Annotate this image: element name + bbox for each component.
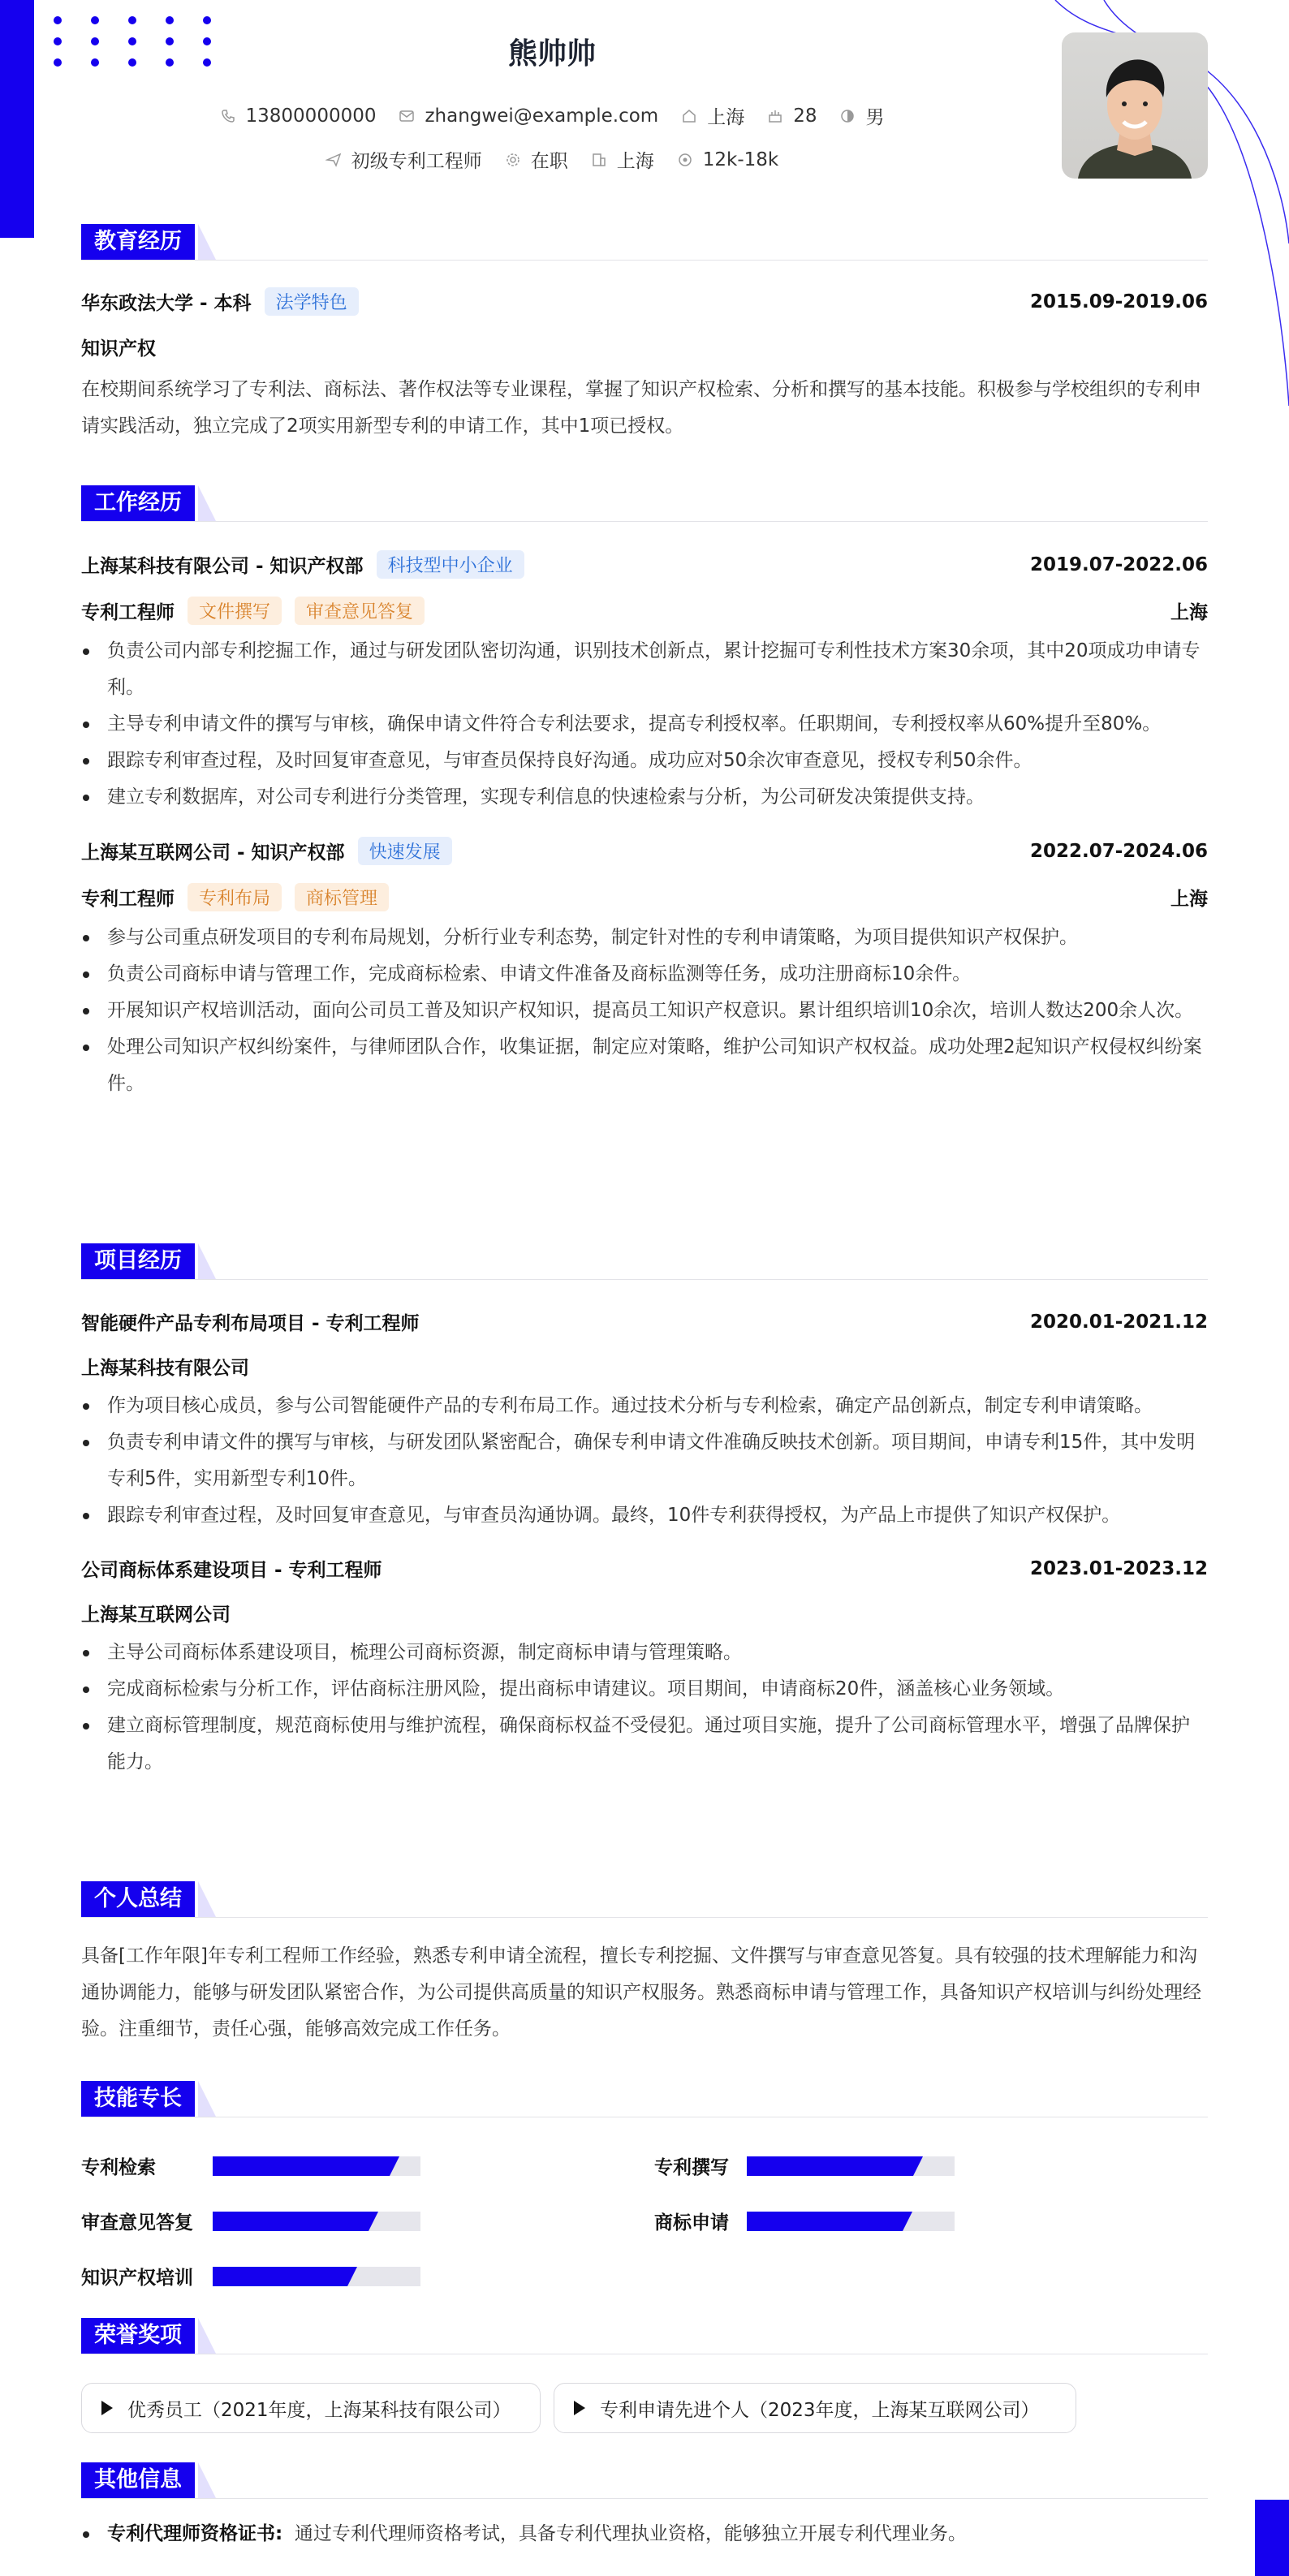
skill-bar-fill — [213, 2212, 369, 2231]
triangle-icon — [101, 2401, 113, 2415]
other-section — [81, 2462, 1208, 2552]
role-tag: 商标管理 — [295, 883, 389, 911]
other-text: 通过专利代理师资格考试，具备专利代理执业资格，能够独立开展专利代理业务。 — [294, 2523, 967, 2544]
gender-text: 男 — [865, 107, 885, 128]
cake-icon — [767, 108, 783, 124]
education-title: 教育经历 — [81, 224, 195, 260]
list-item: 负责公司商标申请与管理工作，完成商标检索、申请文件准备及商标监测等任务，成功注册商标10余件。 — [81, 956, 1208, 993]
job-company: 上海某科技有限公司 - 知识产权部 — [81, 556, 364, 577]
job-role: 专利工程师 — [81, 889, 175, 910]
skill-bar — [747, 2156, 955, 2176]
skill-item — [654, 2208, 955, 2234]
phone-icon — [220, 108, 236, 124]
skill-name: 专利检索 — [81, 2157, 156, 2178]
project-entry — [81, 1555, 1208, 1781]
list-item: 完成商标检索与分析工作，评估商标注册风险，提出商标申请建议。项目期间，申请商标20件，涵盖核心业务领域。 — [81, 1671, 1208, 1708]
gender-icon — [839, 108, 856, 124]
project-date: 2023.01-2023.12 — [1029, 1557, 1208, 1579]
summary-section — [81, 1881, 1208, 2048]
list-item: 建立商标管理制度，规范商标使用与维护流程，确保商标权益不受侵犯。通过项目实施，提升了公司商标管理水平，增强了品牌保护能力。 — [81, 1708, 1208, 1781]
skill-bar-fill — [747, 2212, 903, 2231]
decor-bar-bottom — [1255, 2500, 1289, 2576]
job-location: 上海 — [1170, 889, 1208, 910]
job-date: 2019.07-2022.06 — [1029, 554, 1208, 575]
gear-icon — [505, 152, 521, 168]
email-icon — [399, 108, 415, 124]
job-entry — [81, 837, 1208, 1102]
list-item — [81, 2516, 1208, 2552]
award-item — [81, 2383, 541, 2433]
project-name: 智能硬件产品专利布局项目 - 专利工程师 — [81, 1313, 420, 1334]
email-text: zhangwei@example.com — [425, 105, 659, 127]
list-item: 主导公司商标体系建设项目，梳理公司商标资源，制定商标申请与管理策略。 — [81, 1635, 1208, 1671]
school-name: 华东政法大学 - 本科 — [81, 293, 252, 314]
other-title: 其他信息 — [81, 2462, 195, 2498]
projects-title: 项目经历 — [81, 1243, 195, 1279]
skill-bar — [213, 2156, 420, 2176]
list-item: 跟踪专利审查过程，及时回复审查意见，与审查员保持良好沟通。成功应对50余次审查意见，授权专利50余件。 — [81, 743, 1208, 779]
project-entry — [81, 1308, 1208, 1534]
position-text: 初级专利工程师 — [351, 151, 482, 172]
skill-bar — [213, 2212, 420, 2231]
list-item: 主导专利申请文件的撰写与审核，确保申请文件符合专利法要求，提高专利授权率。任职期间，专利授权率从60%提升至80%。 — [81, 706, 1208, 743]
skill-bar — [213, 2267, 420, 2286]
skill-name: 商标申请 — [654, 2212, 729, 2234]
send-icon — [325, 152, 342, 168]
skill-name: 审查意见答复 — [81, 2212, 193, 2234]
project-name: 公司商标体系建设项目 - 专利工程师 — [81, 1560, 382, 1581]
skill-bar-fill — [213, 2156, 390, 2176]
age-text: 28 — [793, 105, 817, 127]
job-date: 2022.07-2024.06 — [1029, 840, 1208, 862]
candidate-name: 熊帅帅 — [507, 37, 596, 71]
education-section — [81, 224, 1208, 445]
summary-text: 具备[工作年限]年专利工程师工作经验，熟悉专利申请全流程，擅长专利挖掘、文件撰写与审查意见答复。具有较强的技术理解能力和沟通协调能力，能够与研发团队紧密合作，为公司提供高质量的知识产权服务。熟悉商标申请与管理工作，具备知识产权培训与纠纷处理经验。注重细节，责任心强，能够高效完成工作任务。 — [81, 1945, 1201, 2040]
list-item: 负责专利申请文件的撰写与审核，与研发团队紧密配合，确保专利申请文件准确反映技术创新。项目期间，申请专利15件，其中发明专利5件，实用新型专利10件。 — [81, 1424, 1208, 1497]
phone-text: 13800000000 — [245, 105, 377, 127]
list-item: 作为项目核心成员，参与公司智能硬件产品的专利布局工作。通过技术分析与专利检索，确定产品创新点，制定专利申请策略。 — [81, 1388, 1208, 1424]
list-item: 建立专利数据库，对公司专利进行分类管理，实现专利信息的快速检索与分析，为公司研发决策提供支持。 — [81, 779, 1208, 816]
awards-section — [81, 2318, 1208, 2354]
list-item: 跟踪专利审查过程，及时回复审查意见，与审查员沟通协调。最终，10件专利获得授权，为产品上市提供了知识产权保护。 — [81, 1497, 1208, 1534]
job-location: 上海 — [1170, 602, 1208, 623]
project-company: 上海某互联网公司 — [81, 1605, 231, 1626]
list-item: 开展知识产权培训活动，面向公司员工普及知识产权知识，提高员工知识产权意识。累计组织培训10余次，培训人数达200余人次。 — [81, 993, 1208, 1029]
triangle-icon — [574, 2401, 585, 2415]
job-entry — [81, 550, 1208, 816]
award-text: 专利申请先进个人（2023年度，上海某互联网公司） — [600, 2399, 1040, 2421]
skill-bar — [747, 2212, 955, 2231]
awards-title: 荣誉奖项 — [81, 2318, 195, 2354]
job-company: 上海某互联网公司 - 知识产权部 — [81, 842, 345, 864]
skill-item — [81, 2152, 420, 2179]
salary-text: 12k-18k — [702, 149, 779, 170]
skills-title: 技能专长 — [81, 2081, 195, 2117]
skills-section — [81, 2081, 1208, 2117]
status-text: 在职 — [530, 151, 568, 172]
summary-title: 个人总结 — [81, 1881, 195, 1917]
role-tag: 专利布局 — [188, 883, 282, 911]
salary-icon — [677, 152, 693, 168]
job-role: 专利工程师 — [81, 602, 175, 623]
contact-row — [0, 102, 1104, 129]
work-title: 工作经历 — [81, 485, 195, 521]
home-icon — [681, 108, 697, 124]
role-tag: 审查意见答复 — [295, 597, 425, 625]
award-text: 优秀员工（2021年度，上海某科技有限公司） — [127, 2399, 511, 2421]
skill-item — [81, 2263, 420, 2290]
education-desc: 在校期间系统学习了专利法、商标法、著作权法等专业课程，掌握了知识产权检索、分析和撰写的基本技能。积极参与学校组织的专利申请实践活动，独立完成了2项实用新型专利的申请工作，其中1项已授权。 — [81, 379, 1201, 437]
other-label: 专利代理师资格证书: — [107, 2523, 283, 2544]
avatar — [1062, 32, 1208, 179]
award-item — [554, 2383, 1076, 2433]
skill-bar-fill — [747, 2156, 913, 2176]
major: 知识产权 — [81, 338, 156, 360]
list-item: 处理公司知识产权纠纷案件，与律师团队合作，收集证据，制定应对策略，维护公司知识产权权益。成功处理2起知识产权侵权纠纷案件。 — [81, 1029, 1208, 1102]
company-tag: 科技型中小企业 — [377, 550, 524, 579]
education-date: 2015.09-2019.06 — [1029, 291, 1208, 312]
work-section — [81, 485, 1208, 1102]
project-date: 2020.01-2021.12 — [1029, 1311, 1208, 1333]
skill-name: 知识产权培训 — [81, 2268, 193, 2289]
city-text: 上海 — [707, 107, 745, 128]
skill-bar-fill — [213, 2267, 347, 2286]
school-tag: 法学特色 — [265, 287, 359, 316]
skill-name: 专利撰写 — [654, 2157, 729, 2178]
projects-section — [81, 1243, 1208, 1781]
skill-item — [81, 2208, 420, 2234]
list-item: 负责公司内部专利挖掘工作，通过与研发团队密切沟通，识别技术创新点，累计挖掘可专利性技术方案30余项，其中20项成功申请专利。 — [81, 633, 1208, 706]
work-city-text: 上海 — [616, 151, 654, 172]
role-tag: 文件撰写 — [188, 597, 282, 625]
list-item: 参与公司重点研发项目的专利布局规划，分析行业专利态势，制定针对性的专利申请策略，为项目提供知识产权保护。 — [81, 920, 1208, 956]
skill-item — [654, 2152, 955, 2179]
job-intent-row — [0, 146, 1104, 173]
project-company: 上海某科技有限公司 — [81, 1358, 249, 1379]
building-icon — [591, 152, 607, 168]
company-tag: 快速发展 — [358, 837, 452, 865]
